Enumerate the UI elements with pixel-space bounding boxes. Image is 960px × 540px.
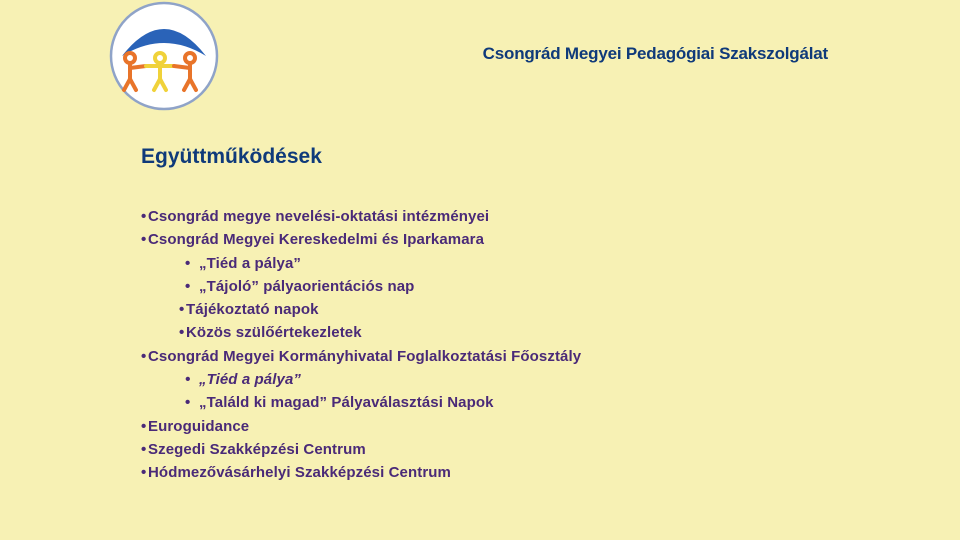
list-item-text: Hódmezővásárhelyi Szakképzési Centrum — [148, 464, 451, 482]
list-item — [141, 438, 581, 461]
people-holding-hands-logo — [108, 0, 220, 112]
slide-title: Együttműködések — [141, 145, 322, 168]
list-item — [141, 205, 581, 228]
list-item-text: Közös szülőértekezletek — [186, 324, 362, 342]
list-item-text: Szegedi Szakképzési Centrum — [148, 440, 366, 458]
bullet-icon: • — [185, 394, 191, 412]
list-item-text: Csongrád megye nevelési-oktatási intézményei — [148, 208, 490, 225]
list-item — [141, 461, 581, 484]
bullet-icon: • — [141, 417, 147, 435]
list-item-text: „Tiéd a pálya” — [199, 254, 301, 272]
cooperation-list — [141, 205, 581, 485]
list-item — [141, 391, 581, 414]
bullet-icon: • — [179, 324, 185, 342]
bullet-icon: • — [141, 208, 147, 225]
list-item-text: „Találd ki magad” Pályaválasztási Napok — [199, 394, 494, 412]
list-item — [141, 275, 581, 298]
bullet-icon: • — [141, 347, 147, 365]
list-item — [141, 298, 581, 321]
bullet-icon: • — [141, 464, 147, 482]
bullet-icon: • — [179, 301, 185, 319]
list-item-text: „Tájoló” pályaorientációs nap — [199, 277, 415, 295]
list-item-text: Tájékoztató napok — [186, 301, 319, 319]
list-item — [141, 228, 581, 251]
organization-name: Csongrád Megyei Pedagógiai Szakszolgálat — [482, 44, 828, 63]
list-item — [141, 252, 581, 275]
bullet-icon: • — [141, 231, 147, 249]
list-item — [141, 415, 581, 438]
list-item-text: „Tiéd a pálya” — [199, 371, 301, 389]
list-item — [141, 345, 581, 368]
bullet-icon: • — [185, 254, 191, 272]
list-item-text: Csongrád Megyei Kormányhivatal Foglalkoztatási Főosztály — [148, 347, 582, 365]
bullet-icon: • — [185, 277, 191, 295]
bullet-icon: • — [141, 440, 147, 458]
bullet-icon: • — [185, 371, 191, 389]
list-item — [141, 368, 581, 391]
list-item — [141, 321, 581, 344]
list-item-text: Euroguidance — [148, 417, 250, 435]
list-item-text: Csongrád Megyei Kereskedelmi és Iparkamara — [148, 231, 485, 249]
